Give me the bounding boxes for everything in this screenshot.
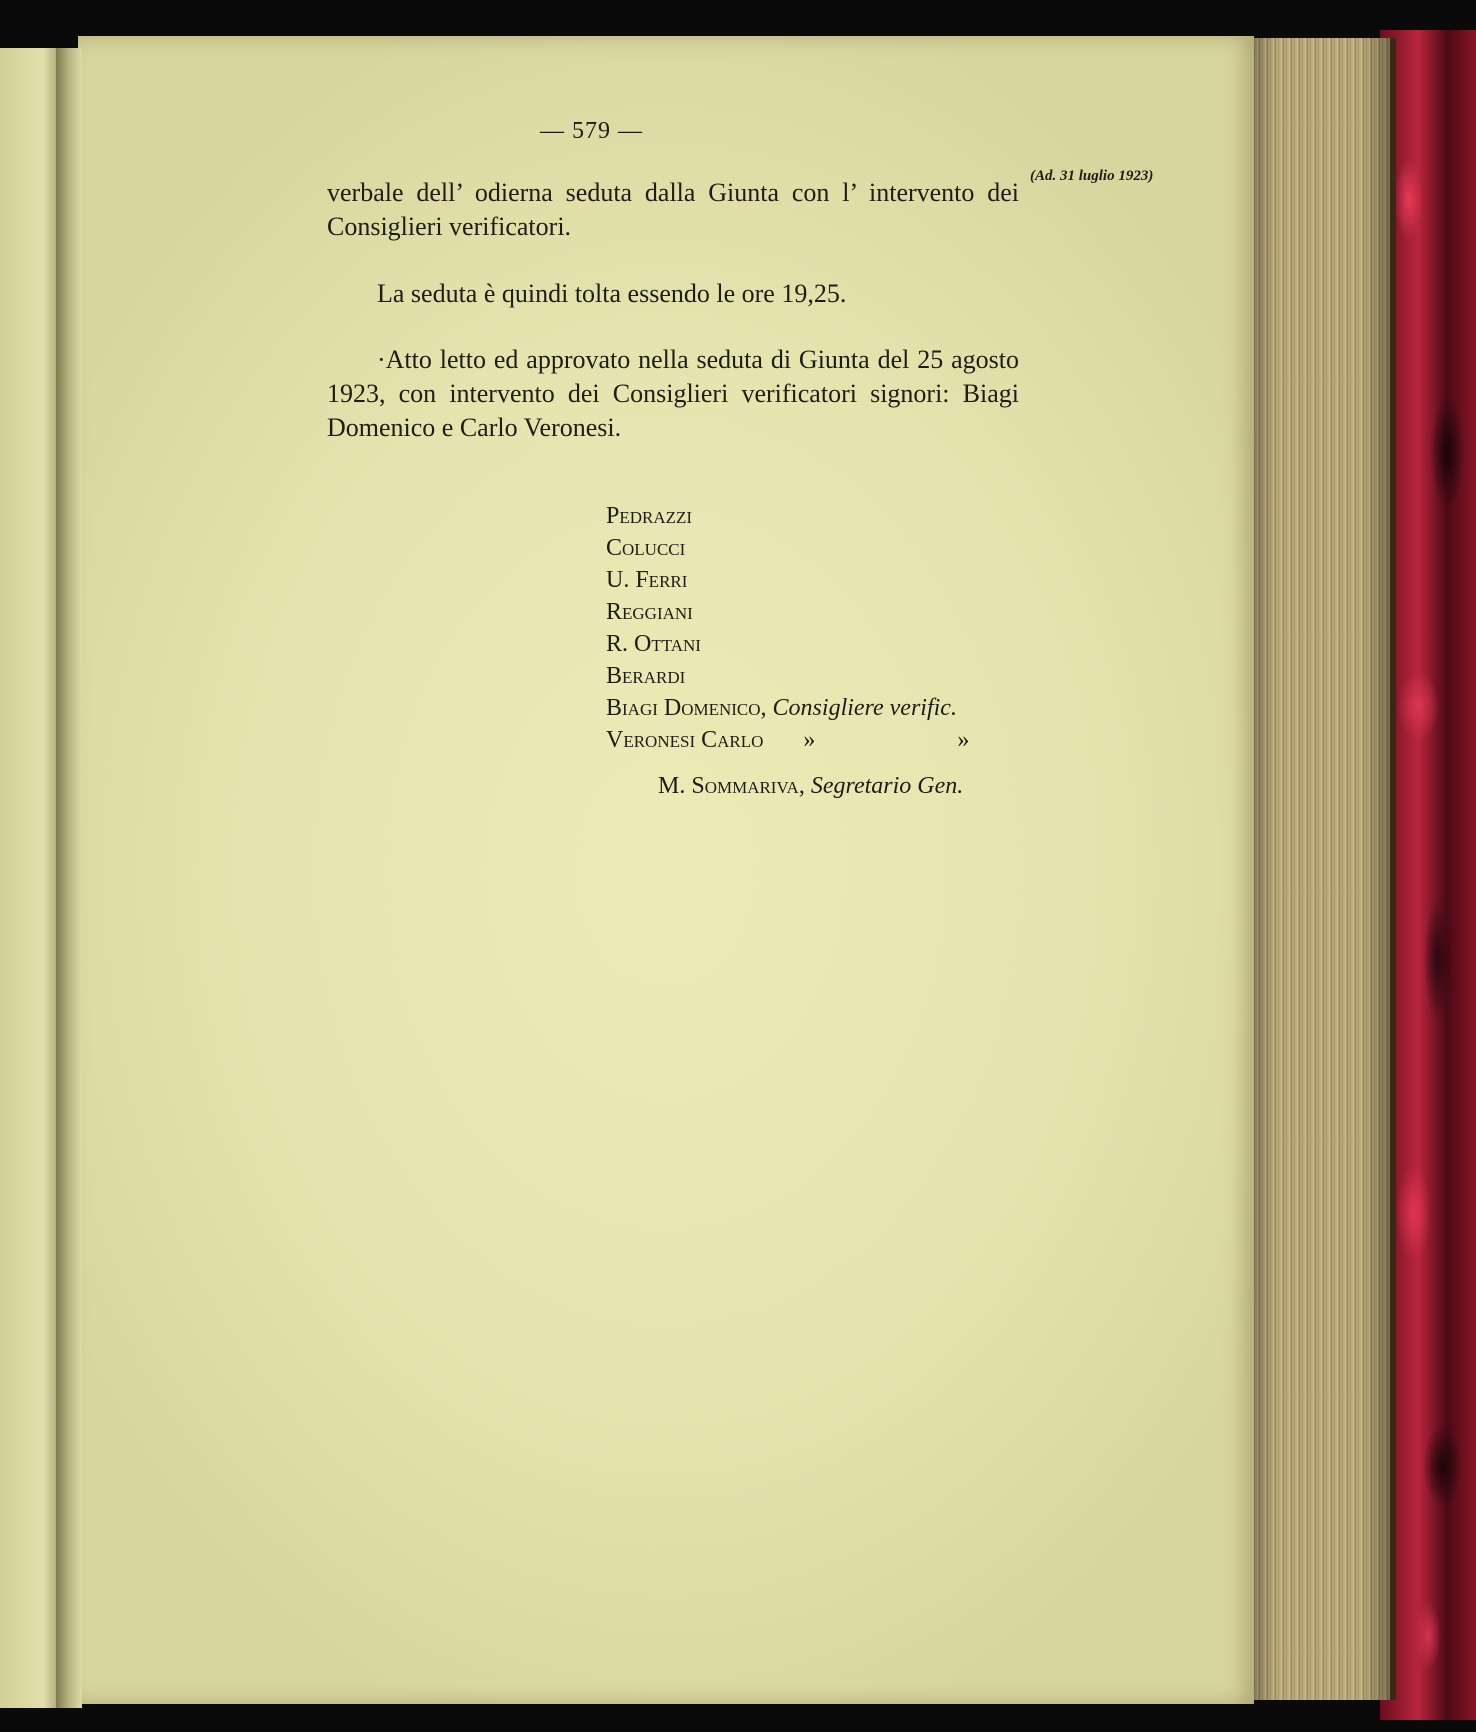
page-number: — 579 —: [540, 118, 643, 144]
signature-name: Veronesi Carlo: [606, 727, 764, 753]
signature-name: Berardi: [606, 663, 686, 689]
book-gutter: [56, 48, 82, 1708]
page-edges: [1248, 38, 1396, 1700]
signature-name: Biagi Domenico,: [606, 695, 767, 721]
signatures-block: [606, 500, 1003, 756]
signature-name: U. Ferri: [606, 567, 688, 593]
ditto-mark: »: [957, 727, 970, 753]
signature-line: [606, 596, 1003, 628]
signature-role: Consigliere verific.: [772, 695, 957, 721]
left-page-edge: [0, 48, 62, 1708]
secretary-signature: [658, 770, 963, 802]
signature-line: [606, 628, 1003, 660]
secretary-role: Segretario Gen.: [810, 773, 964, 799]
paragraph-seduta-tolta: La seduta è quindi tolta essendo le ore 19,25.: [377, 279, 847, 308]
signature-name: Reggiani: [606, 599, 693, 625]
margin-note: (Ad. 31 luglio 1923): [1030, 168, 1154, 184]
signature-line: [606, 660, 1003, 692]
signature-line: [606, 692, 1003, 724]
signature-name: R. Ottani: [606, 631, 701, 657]
signature-line: [606, 724, 1003, 756]
signature-line: [606, 564, 1003, 596]
paragraph-atto-approvato: ·Atto letto ed approvato nella seduta di Giunta del 25 agosto 1923, con intervento dei Consiglieri verificatori signori: Biagi Domenico e Carlo Veronesi.: [327, 345, 1019, 442]
secretary-name: M. Sommariva,: [658, 773, 805, 799]
signature-line: [606, 532, 1003, 564]
paragraph-verbale: verbale dell’ odierna seduta dalla Giunta con l’ intervento dei Consiglieri verificatori.: [327, 178, 1019, 241]
signature-name: Colucci: [606, 535, 686, 561]
ditto-mark: »: [803, 727, 816, 753]
signature-line: [606, 500, 1003, 532]
signature-name: Pedrazzi: [606, 503, 693, 529]
